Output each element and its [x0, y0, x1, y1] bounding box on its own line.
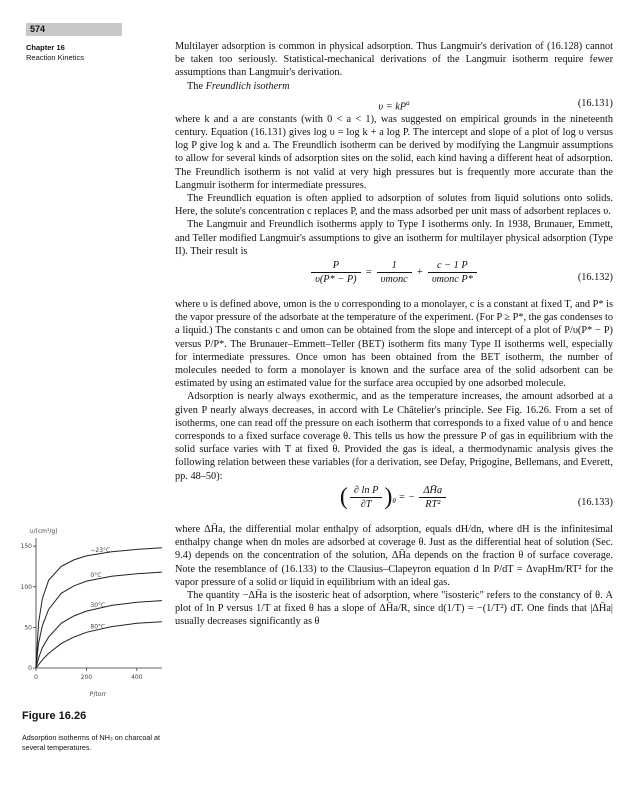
- p2-lead: The: [187, 80, 206, 92]
- x-tick-label: 200: [80, 674, 93, 681]
- paragraph-7: Adsorption is nearly always exothermic, and as the temperature increases, the amount adsorbed at a given P nearly always decreases, in accord with Le Châtelier's principle. See Fig. 16.26. From a set of isotherms, one can read off the pressure on each isotherm that corresponds to a fixed value of υ and hence corresponds to a fixed surface coverage θ. This tells us how the pressure P of gas in equilibrium with the solid surface varies with T at fixed θ. Provided the gas is ideal, a thermodynamic analysis gives the following relation between these variables (for a derivation, see Defay, Prigogine, Bellemans, and Everett, pp. 48–50):: [175, 391, 613, 482]
- series-label: 0°C: [90, 572, 102, 580]
- y-tick-label: 50: [24, 624, 32, 632]
- chapter-label: Chapter 16: [26, 43, 65, 52]
- equation-16-132: $\frac{P}{\upsilon(P* - P)}$ = $\frac{1}{\text{υmonc}}$ + $\frac{c - 1 P}{\text{υmonc P*}}$ (16.132): [175, 258, 613, 298]
- y-axis-label: υ/(cm³/g): [30, 528, 58, 535]
- main-text: [175, 40, 613, 629]
- eq131-body: υ = kP: [378, 101, 407, 113]
- y-tick-label: 0: [28, 665, 32, 672]
- paragraph-6: where υ is defined above, υmon is the υ corresponding to a monolayer, c is a constant at fixed T, and P* is the vapor pressure of the adsorbate at the temperature of the experiment. (For P ≥ P*, the gas condenses to a liquid.) The constants c and υmon can be obtained from the slope and intercept of a plot of P/υ(P* − P) versus P/P*. The Brunauer–Emmett–Teller (BET) isotherm fits many Type II isotherms well, especially for intermediate pressures. Once υmon has been obtained from the BET isotherm, the number of molecules needed to form a monolayer is known and the surface area of the solid adsorbent can be estimated by using an estimated value for the surface area occupied by one adsorbed molecule.: [175, 299, 613, 390]
- chapter-marker: [26, 43, 84, 63]
- paragraph-4: The Freundlich equation is often applied to adsorption of solutes from liquid solutions onto solids. Here, the solute's concentration c replaces P, and the mass adsorbed per unit mass of adsorbent replaces υ.: [175, 193, 613, 218]
- equation-16-133: ( $\frac{\text{∂ ln P}}{\partial T}$ )$_\theta$ = − $\frac{\Delta H̄a}{\text{RT²}}$ (16.133): [339, 483, 613, 510]
- eq133-rhs: $\frac{\Delta H̄a}{\text{RT²}}$: [419, 484, 446, 511]
- figure-16-26: [22, 520, 170, 705]
- equation-number: (16.131): [577, 97, 613, 109]
- equation-16-131: [175, 93, 613, 113]
- y-tick-label: 150: [20, 543, 32, 551]
- x-tick-label: 0: [34, 674, 38, 681]
- figure-title: Figure 16.26: [22, 710, 87, 722]
- chapter-title: Reaction Kinetics: [26, 53, 84, 62]
- x-tick-label: 400: [131, 674, 143, 681]
- x-axis-label: P/torr: [89, 691, 107, 698]
- series-label: 30°C: [90, 602, 106, 610]
- page-number: 574: [26, 23, 122, 36]
- paragraph-9: The quantity −ΔH̄a is the isosteric heat of adsorption, where "isosteric" refers to the constancy of θ. A plot of ln P versus 1/T at fixed θ has a slope of ΔH̄a/R, since d(1/T) = −(1/T²) dT. One finds that |ΔH̄a| usually decreases significantly as θ: [175, 589, 613, 628]
- eq132-r2: $\frac{c - 1 P}{\text{υmonc P*}}$: [428, 259, 477, 286]
- y-tick-label: 100: [20, 583, 32, 591]
- isotherm-line: [36, 572, 162, 668]
- series-label: 80°C: [90, 623, 106, 631]
- freundlich-term: Freundlich isotherm: [205, 80, 290, 92]
- eq133-lhs: $\frac{\text{∂ ln P}}{\partial T}$: [350, 484, 383, 511]
- equation-number: (16.133): [577, 496, 613, 508]
- eq133-sub: θ: [392, 496, 396, 505]
- figure-caption: Adsorption isotherms of NH₃ on charcoal at several temperatures.: [22, 733, 160, 752]
- equation-number: (16.132): [577, 272, 613, 284]
- isotherm-chart: [22, 520, 170, 700]
- paragraph-8: where ΔH̄a, the differential molar enthalpy of adsorption, equals dH/dn, where dH is the infinitesimal enthalpy change when dn moles are adsorbed at coverage θ. Just as the differential heat of solution (Sec. 9.4) depends on the concentration of the solution, ΔH̄a depends on the fraction θ of surface coverage. Note the resemblance of (16.133) to the Clausius–Clapeyron equation d ln P/dT = ΔvapHm/RT² for the vapor pressure of a solid or liquid in equilibrium with an ideal gas.: [175, 523, 613, 588]
- paragraph-3: where k and a are constants (with 0 < a < 1), was suggested on empirical grounds in the nineteenth century. Equation (16.131) gives log υ = log k + a log P. The intercept and slope of a plot of log υ versus log P give log k and a. The Freundlich isotherm can be derived by modifying the Langmuir assumptions to allow for several kinds of adsorption sites on the solid, each kind having a different heat of adsorption. The Freundlich isotherm is not valid at very high pressures but is frequently more accurate than the Langmuir isotherm for intermediate pressures.: [175, 113, 613, 191]
- paragraph-1: Multilayer adsorption is common in physical adsorption. Thus Langmuir's derivation of (16.128) cannot be taken too seriously. Statistical-mechanical derivations of the Langmuir isotherm require fewer assumptions than Langmuir's derivation.: [175, 41, 613, 79]
- paragraph-5: The Langmuir and Freundlich isotherms apply to Type I isotherms only. In 1938, Brunauer, Emmett, and Teller modified Langmuir's assumptions to give an isotherm for multilayer physical adsorption (Type II). Their result is: [175, 219, 613, 257]
- eq132-r1: $\frac{1}{\text{υmonc}}$: [377, 259, 412, 286]
- eq132-lhs: $\frac{P}{\upsilon(P* - P)}$: [311, 259, 360, 286]
- paragraph-2: [175, 80, 613, 93]
- series-label: −23°C: [90, 546, 111, 554]
- eq131-sup: a: [406, 98, 410, 107]
- isotherm-line: [36, 601, 162, 668]
